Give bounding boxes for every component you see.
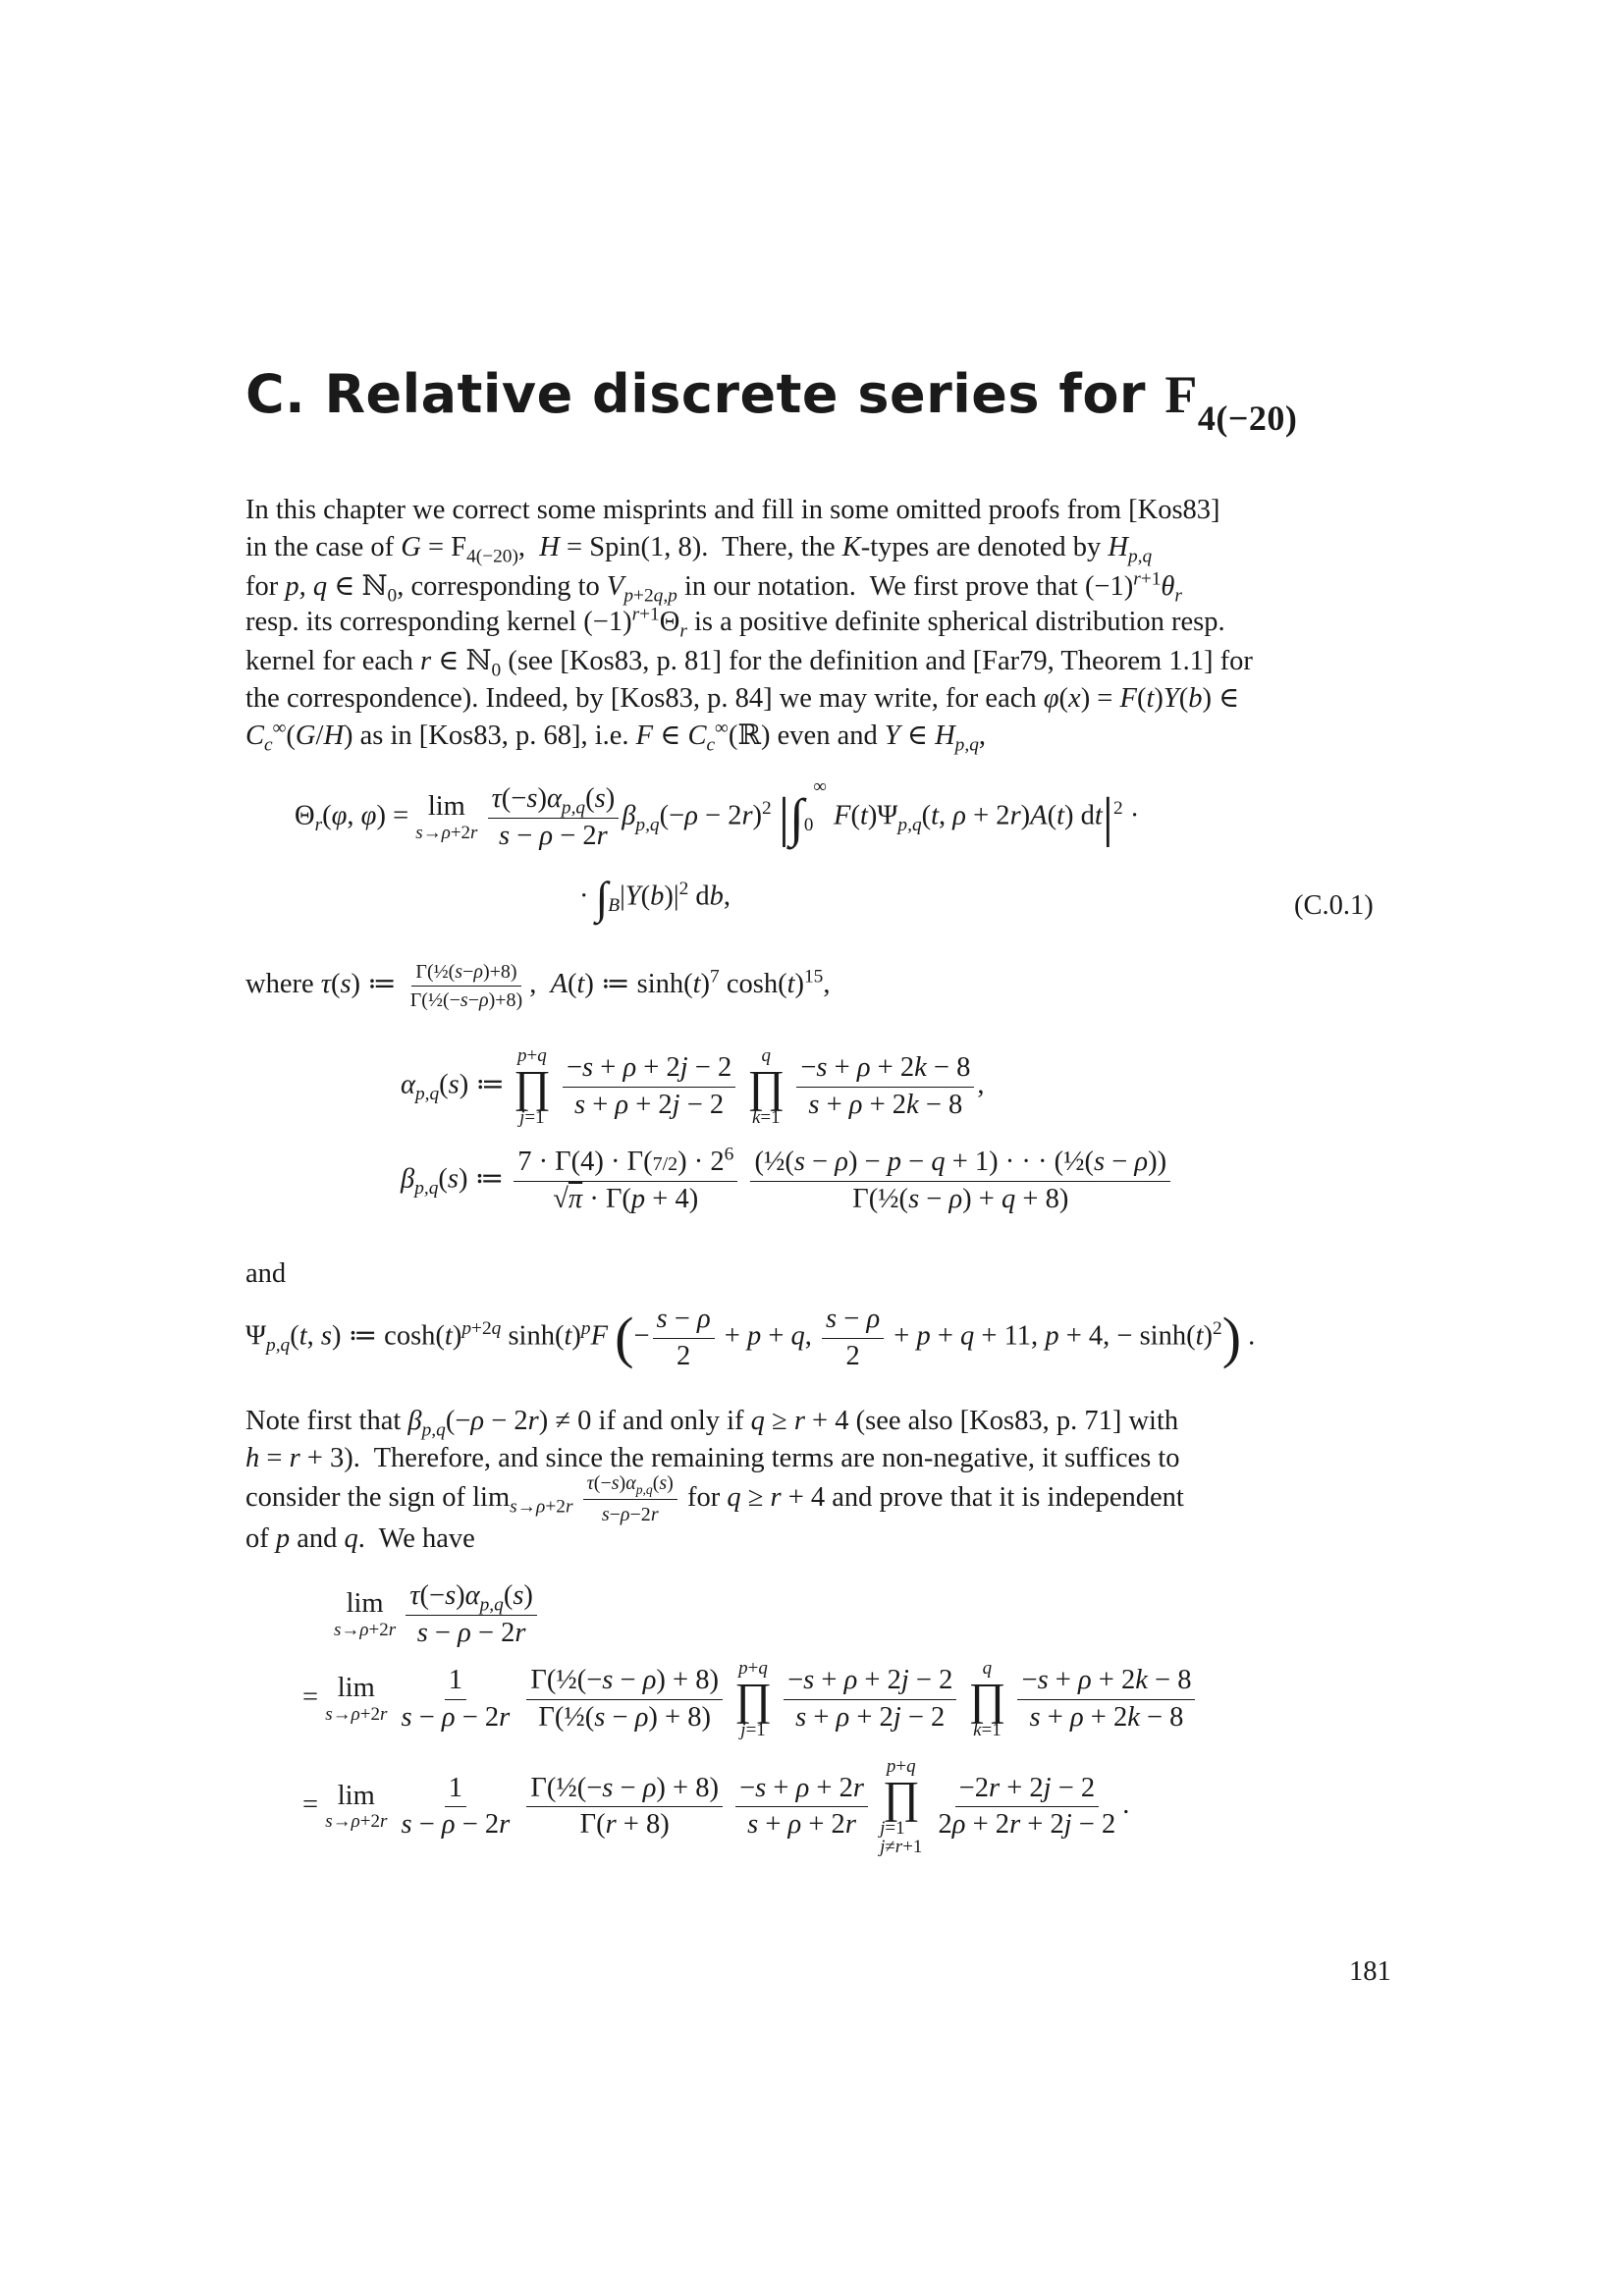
limit-line-3: = lim s→ρ+2r $\frac{1}{s - \rho - 2r}$ $\frac{\text{Γ(½(−s − ρ) + 8)}}{\Gamma(r + 8)}$ $\frac{-s + \rho + 2r}{s + \rho + 2r}$ p+q ∏ j=1 j≠r+1 $\frac{-2r + 2j - 2}{2\rho + 2r + 2j - 2}$ . bbox=[302, 1756, 1130, 1857]
text-line: $C_c^\infty(G/H)$ as in [Kos83, p. 68], i.e. F ∈ $C_c^\infty(ℝ)$ even and Y ∈ $H_{p,q}$, bbox=[245, 718, 986, 756]
text-line: kernel for each r ∈ ℕ$_0$ (see [Kos83, p. 81] for the definition and [Far79, Theorem 1.1] for bbox=[245, 646, 1253, 681]
definition-beta: $\beta_{p,q}(s)$ ≔ $\frac{7 \cdot \Gamma(4) \cdot \Gamma(7/2) \cdot 2^6}{√\pi \cdot \Gamma(p + 4)}$ $\frac{\text{(½(s − ρ) − p − q + 1) · · · (½(s − ρ))}}{\text{Γ(½(s − ρ) + q + 8)}}$ bbox=[401, 1148, 1173, 1213]
text-line: for p, q ∈ ℕ$_0$, corresponding to $V_{p+2q,p}$ in our notation. We first prove that $(-1)^{r+1}\theta_r$ bbox=[245, 568, 1182, 607]
where-label: where bbox=[245, 969, 314, 1000]
text-line: h = r + 3). Therefore, and since the remaining terms are non-negative, it suffices to bbox=[245, 1443, 1180, 1473]
text-line: in the case of $G = F_{4(-20)}$, H = Spin(1, 8). There, the K-types are denoted by $H_{p,q}$ bbox=[245, 532, 1153, 567]
limit-line-2: = lim s→ρ+2r $\frac{1}{s - \rho - 2r}$ $\frac{\text{Γ(½(−s − ρ) + 8)}}{\text{Γ(½(s − ρ) + 8)}}$ p+q ∏ j=1 $\frac{-s + \rho + 2j - 2}{s + \rho + 2j - 2}$ q ∏ k=1 $\frac{-s + \rho + 2k - 8}{s + \rho + 2k - 8}$ bbox=[302, 1659, 1198, 1739]
text-line: the correspondence). Indeed, by [Kos83, p. 84] we may write, for each φ(x) = F(t)Y(b) ∈ bbox=[245, 683, 1240, 714]
equation-number: (C.0.1) bbox=[1294, 890, 1374, 921]
equation-theta-continued: · $\int_B|Y(b)|^2$ db, bbox=[579, 873, 731, 923]
text-line: of p and q. We have bbox=[245, 1523, 475, 1554]
limit-line-1: lim s→ρ+2r $\frac{\tau(-s)\alpha_{p,q}(s)}{s - \rho - 2r}$ bbox=[334, 1582, 540, 1647]
definition-tau-A: where τ(s) ≔ $\frac{\text{Γ(½(s−ρ)+8)}}{\text{Γ(½(−s−ρ)+8)}}$ , A(t) ≔ $\sinh(t)^7$ $\cosh(t)^{15}$, bbox=[245, 961, 831, 1011]
definition-psi: $\Psi_{p,q}(t$, s) ≔ $\cosh(t)^{p+2q}$ $\sinh(t)^pF$ (− $\frac{s - \rho}{2}$ + p + q, $\frac{s - \rho}{2}$ + p + q + 11, p + 4, − $\sinh(t)^2$) . bbox=[245, 1304, 1256, 1371]
text-line: resp. its corresponding kernel $(-1)^{r+1}\Theta_r$ is a positive definite spherical distribution resp. bbox=[245, 604, 1225, 642]
equation-theta: $\Theta_r(\varphi$, φ) = lim s→ρ+2r $\frac{\tau(-s)\alpha_{p,q}(s)}{s - \rho - 2r}$ $\beta_{p,q}(-\rho - 2r)^2$ $|\int_0^\infty$ $F(t)\Psi_{p,q}(t$, ρ + 2r)A(t) $dt|^2$ · bbox=[295, 776, 1140, 851]
page-number: 181 bbox=[1349, 1956, 1391, 1987]
text-line: consider the sign of $\lim_{s\to\rho+2r}$ $\frac{\tau(-s)\alpha_{p,q}(s)}{s-\rho-2r}$ for q ≥ r + 4 and prove that it is independent bbox=[245, 1472, 1184, 1525]
text-line: In this chapter we correct some misprints and fill in some omitted proofs from [Kos83] bbox=[245, 495, 1220, 525]
text-line: Note first that $\beta_{p,q}(-\rho - 2r) \ne 0$ if and only if q ≥ r + 4 (see also [Kos83, p. 71] with bbox=[245, 1406, 1179, 1441]
and-label: and bbox=[245, 1258, 287, 1289]
chapter-heading: C. Relative discrete series for $F_{4(-20)}$ bbox=[245, 363, 1298, 438]
definition-alpha: $\alpha_{p,q}(s)$ ≔ p+q ∏ j=1 $\frac{-s + \rho + 2j - 2}{s + \rho + 2j - 2}$ q ∏ k=1 $\frac{-s + \rho + 2k - 8}{s + \rho + 2k - 8}$ , bbox=[401, 1045, 985, 1128]
